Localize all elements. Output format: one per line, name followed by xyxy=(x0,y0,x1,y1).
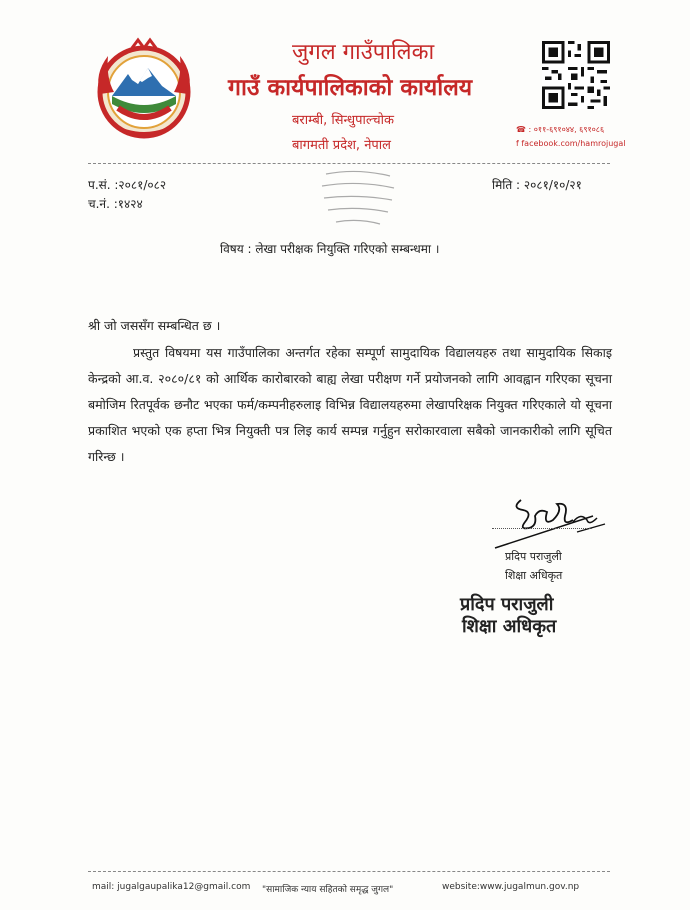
nepal-emblem-logo xyxy=(88,34,200,146)
footer-divider xyxy=(88,871,610,872)
handwritten-signature xyxy=(477,486,612,558)
footer-slogan: "सामाजिक न्याय सहितको समृद्ध जुगल" xyxy=(262,885,394,895)
municipality-name: जुगल गाउँपालिका xyxy=(292,40,435,65)
title-stamp: शिक्षा अधिकृत xyxy=(462,616,557,637)
subject-line: विषय : लेखा परीक्षक नियुक्ति गरिएको सम्बन्धमा । xyxy=(220,242,440,256)
signature-line xyxy=(492,528,592,529)
name-stamp: प्रदिप पराजुली xyxy=(460,594,554,615)
address-line-2: बागमती प्रदेश, नेपाल xyxy=(292,138,391,153)
address-line-1: बराम्बी, सिन्धुपाल्चोक xyxy=(292,113,394,128)
facebook-link: f facebook.com/hamrojugal xyxy=(516,139,626,148)
qr-code xyxy=(542,41,610,109)
signatory-title: शिक्षा अधिकृत xyxy=(505,569,563,582)
letter-body: प्रस्तुत विषयमा यस गाउँपालिका अन्तर्गत रहेका सम्पूर्ण सामुदायिक विद्यालयहरु तथा सामुदायिक सिकाइ केन्द्रको आ.व. २०८०/८१ को आर्थिक कारोबारको बाह्य लेखा परीक्षण गर्ने प्रयोजनको लागि आवह्वान गरिएका सूचना बमोजिम रितपूर्वक छनौट भएका फर्म/कम्पनीहरुलाइ विभिन्न विद्यालयहरुमा लेखापरिक्षक नियुक्त गरिएकाले यो सूचना प्रकाशित भएको एक हप्ता भित्र नियुक्ती पत्र लिइ कार्य सम्पन्न गर्नुहुन सरोकारवाला सबैको जानकारीको लागि सूचित गरिन्छ । xyxy=(88,345,612,464)
footer-website: website:www.jugalmun.gov.np xyxy=(442,882,580,892)
office-stamp xyxy=(312,164,404,232)
footer-email: mail: jugalgaupalika12@gmail.com xyxy=(92,882,251,892)
phone-number: ☎ : ०११-६९१०४४, ६९१०८६ xyxy=(516,125,605,134)
office-name: गाउँ कार्यपालिकाको कार्यालय xyxy=(228,75,473,101)
dispatch-number: च.नं. :१४२४ xyxy=(88,197,143,211)
salutation: श्री जो जससँग सम्बन्धित छ । xyxy=(88,318,221,333)
letter-date: मिति : २०८१/१०/२१ xyxy=(492,178,582,192)
letter-number: प.सं. :२०८१/०८२ xyxy=(88,178,167,192)
signatory-name: प्रदिप पराजुली xyxy=(505,550,562,563)
